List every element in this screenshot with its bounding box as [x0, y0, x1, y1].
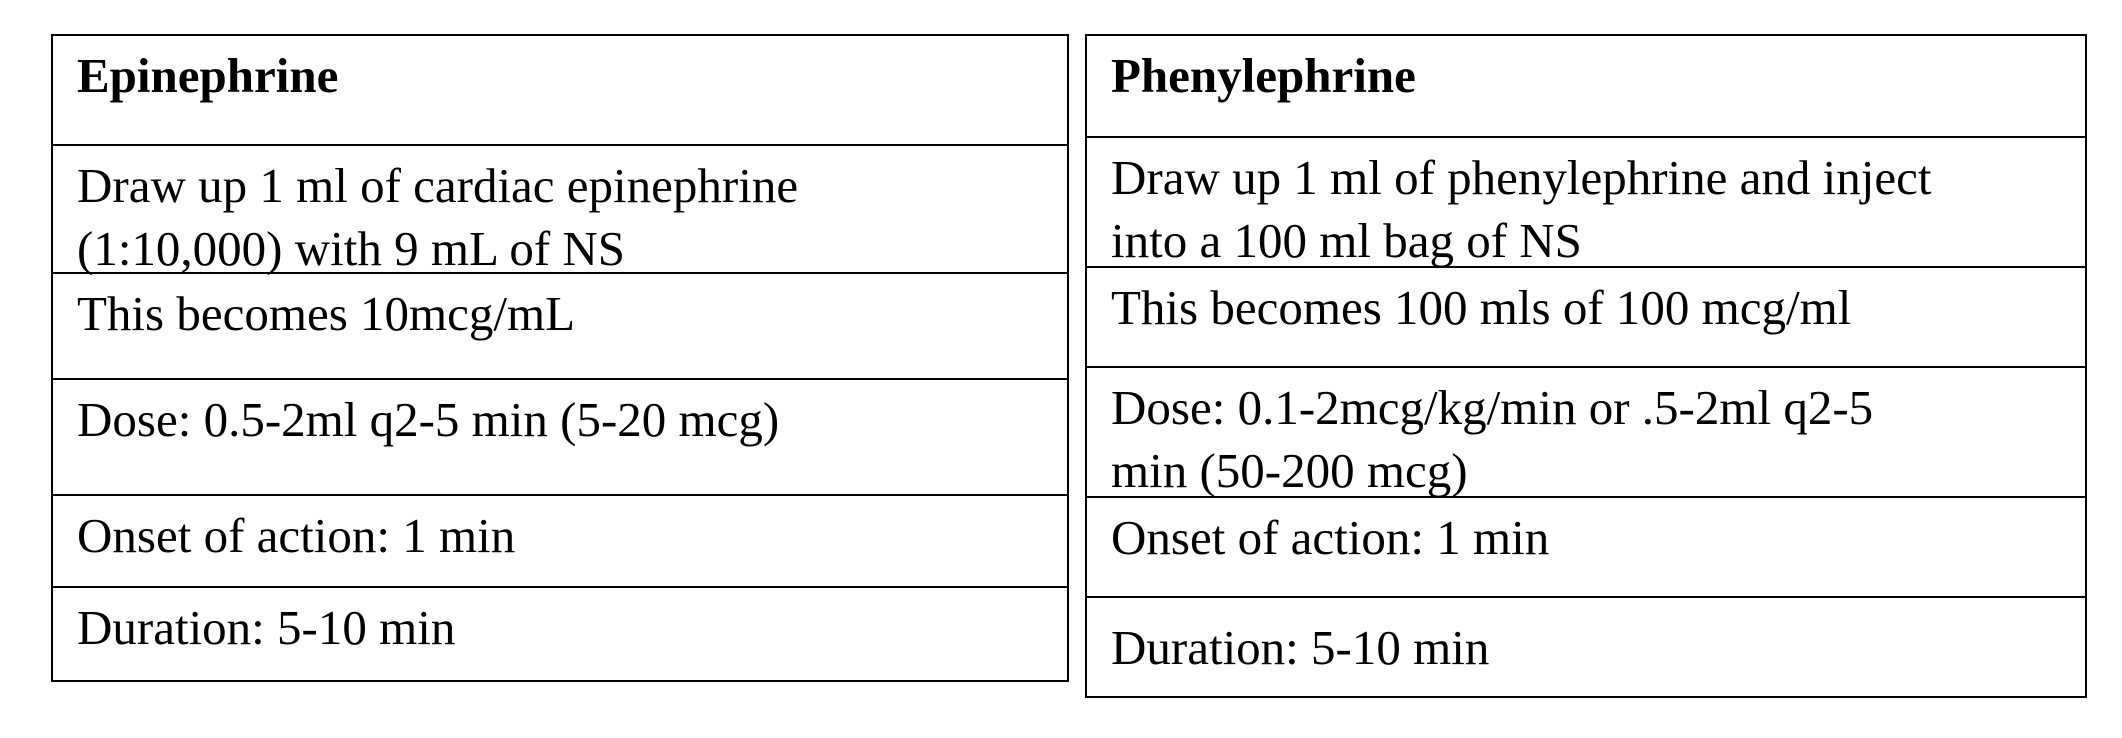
cell-text-line: Dose: 0.1-2mcg/kg/min or .5-2ml q2-5 — [1111, 380, 1874, 435]
phenylephrine-table — [1085, 34, 2087, 698]
table-header-cell — [53, 36, 1067, 144]
duration-cell — [53, 586, 1067, 682]
cell-text-line: Dose: 0.5-2ml q2-5 min (5-20 mcg) — [77, 392, 780, 447]
cell-text-line: Onset of action: 1 min — [77, 508, 516, 563]
table-title: Phenylephrine — [1111, 48, 1416, 103]
table-header-cell — [1087, 36, 2085, 136]
cell-text-line: (1:10,000) with 9 mL of NS — [77, 221, 626, 276]
dose-cell — [53, 378, 1067, 494]
cell-text-line: Draw up 1 ml of cardiac epinephrine — [77, 158, 799, 213]
concentration-cell — [1087, 266, 2085, 366]
cell-text-line: min (50-200 mcg) — [1111, 443, 1468, 498]
cell-text-line: Duration: 5-10 min — [77, 600, 456, 655]
cell-text-line: This becomes 100 mls of 100 mcg/ml — [1111, 280, 1852, 335]
onset-cell — [1087, 496, 2085, 596]
onset-cell — [53, 494, 1067, 586]
epinephrine-table — [51, 34, 1069, 682]
table-title: Epinephrine — [77, 48, 339, 103]
cell-text-line: This becomes 10mcg/mL — [77, 286, 576, 341]
preparation-cell — [53, 144, 1067, 276]
concentration-cell — [53, 272, 1067, 378]
dose-cell — [1087, 366, 2085, 496]
cell-text-line: Duration: 5-10 min — [1111, 620, 1490, 675]
cell-text-line: Onset of action: 1 min — [1111, 510, 1550, 565]
cell-text-line: into a 100 ml bag of NS — [1111, 213, 1582, 268]
cell-text-line: Draw up 1 ml of phenylephrine and inject — [1111, 150, 1932, 205]
preparation-cell — [1087, 136, 2085, 266]
duration-cell — [1087, 596, 2085, 698]
